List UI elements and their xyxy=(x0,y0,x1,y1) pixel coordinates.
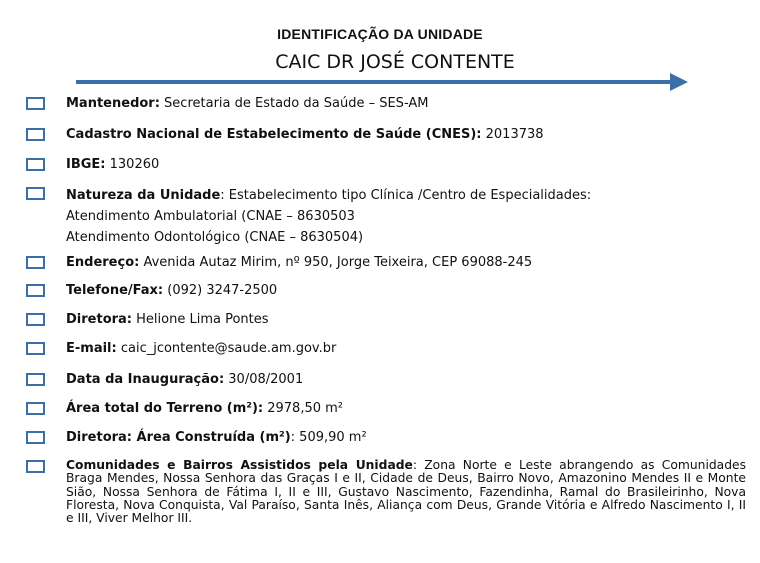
bullet-square-icon xyxy=(26,313,45,326)
item-label: Cadastro Nacional de Estabelecimento de Saúde (CNES): xyxy=(66,127,482,142)
item-label: Natureza da Unidade xyxy=(66,188,221,203)
bullet-square-icon xyxy=(26,158,45,171)
arrow-right-icon xyxy=(76,70,688,94)
bullet-square-icon xyxy=(26,187,45,200)
item-label: Diretora: xyxy=(66,312,133,327)
item-label: Telefone/Fax: xyxy=(66,283,164,298)
item-label: E-mail: xyxy=(66,341,117,356)
bullet-square-icon xyxy=(26,97,45,110)
item-value: 2978,50 m² xyxy=(263,401,344,416)
item-value: Avenida Autaz Mirim, nº 950, Jorge Teixeira, CEP 69088-245 xyxy=(139,255,533,270)
item-line: Atendimento Ambulatorial (CNAE – 8630503 xyxy=(66,209,355,224)
item-value: : Estabelecimento tipo Clínica /Centro de Especialidades: xyxy=(220,188,592,203)
item-value: : Zona Norte e Leste abrangendo as Comunidades Braga Mendes, Nossa Senhora das Graças I e II, Cidade de Deus, Bairro Novo, Amazonino Mendes II e Monte Sião, Nossa Senhora de Fátima I, II e III, Gustavo Nascimento, Fazendinha, Ramal do Brasileirinho, Nova Floresta, Nova Conquista, Val Paraíso, Santa Inês, Aliança com Deus, Grande Vitória e Alfredo Nascimento I, II e III, Viver Melhor III. xyxy=(66,458,746,526)
bullet-square-icon xyxy=(26,128,45,141)
item-label: IBGE: xyxy=(66,157,106,172)
bullet-square-icon xyxy=(26,342,45,355)
item-value: caic_jcontente@saude.am.gov.br xyxy=(116,341,337,356)
bullet-square-icon xyxy=(26,431,45,444)
item-value: Secretaria de Estado da Saúde – SES-AM xyxy=(159,96,429,111)
unit-name: CAIC DR JOSÉ CONTENTE xyxy=(275,51,515,73)
item-label: Comunidades e Bairros Assistidos pela Unidade xyxy=(66,458,413,472)
item-value: 2013738 xyxy=(481,127,544,142)
page-title: IDENTIFICAÇÃO DA UNIDADE xyxy=(277,26,483,42)
item-line: Atendimento Odontológico (CNAE – 8630504) xyxy=(66,230,364,245)
item-label: Data da Inauguração: xyxy=(66,372,225,387)
bullet-square-icon xyxy=(26,373,45,386)
item-value: 30/08/2001 xyxy=(224,372,304,387)
item-value: (092) 3247-2500 xyxy=(163,283,278,298)
bullet-square-icon xyxy=(26,256,45,269)
item-label: Diretora: Área Construída (m²) xyxy=(66,430,291,445)
item-value: Helione Lima Pontes xyxy=(132,312,269,327)
bullet-square-icon xyxy=(26,402,45,415)
item-label: Mantenedor: xyxy=(66,96,160,111)
item-value: : 509,90 m² xyxy=(290,430,367,445)
item-value: 130260 xyxy=(105,157,160,172)
bullet-square-icon xyxy=(26,460,45,473)
bullet-square-icon xyxy=(26,284,45,297)
item-label: Área total do Terreno (m²): xyxy=(66,401,264,416)
item-label: Endereço: xyxy=(66,255,140,270)
